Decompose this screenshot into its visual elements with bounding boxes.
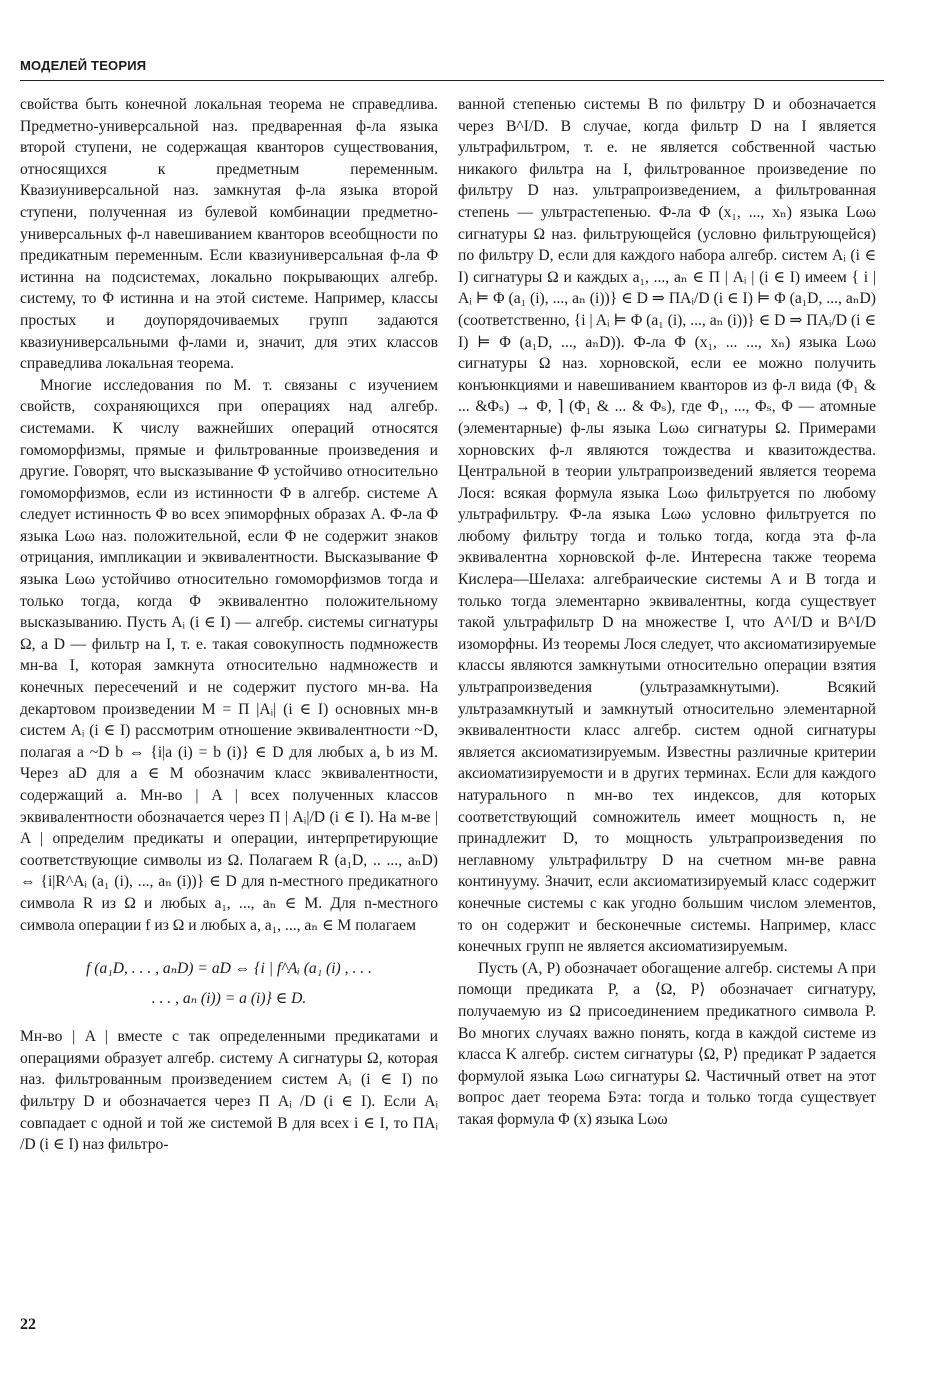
running-title: МОДЕЛЕЙ ТЕОРИЯ (20, 58, 147, 73)
header-divider (20, 80, 884, 81)
left-paragraph-2: Многие исследования по М. т. связаны с изучением свойств, сохраняющихся при операциях над алгебр. системами. К числу важнейших операций относятся гомоморфизмы, прямые и фильтрованные произведения и другие. Говорят, что высказывание Φ устойчиво относительно гомоморфизмов, если из истинности Φ в алгебр. системе A следует истинность Φ во всех эпиморфных образах A. Ф-ла Φ языка Lωω наз. положительной, если Φ не содержит знаков отрицания, импликации и эквивалентности. Высказывание Φ языка Lωω устойчиво относительно гомоморфизмов тогда и только тогда, когда Φ эквивалентно положительному высказыванию. Пусть Aᵢ (i ∈ I) — алгебр. системы сигнатуры Ω, а D — фильтр на I, т. е. такая совокупность подмножеств мн-ва I, которая замкнута относительно надмножеств и конечных пересечений и не содержит пустого мн-ва. На декартовом произведении M = Π |Aᵢ| (i ∈ I) основных мн-в систем Aᵢ (i ∈ I) рассмотрим отношение эквивалентности ~D, полагая a ~D b ⇔ {i|a (i) = b (i)} ∈ D для любых a, b из M. Через aD для a ∈ M обозначим класс эквивалентности, содержащий a. Мн-во | A | всех полученных классов эквивалентности обозначается через Π | Aᵢ|/D (i ∈ I). На м-ве | A | определим предикаты и операции, интерпретирующие соответствующие символы из Ω. Полагаем R (a₁D, .. ..., aₙD) ⇔ {i|R^Aᵢ (a₁ (i), ..., aₙ (i))} ∈ D для n-местного предикатного символа R из Ω и любых a₁, ..., aₙ ∈ M. Для n-местного символа операции f из Ω и любых a, a₁, ..., aₙ ∈ M полагаем (20, 376, 438, 934)
left-column (20, 94, 438, 1156)
left-paragraph-1: свойства быть конечной локальная теорема не справедлива. Предметно-универсальной наз. предваренная ф-ла языка второй ступени, не содержащая кванторов существования, относящихся к предметным переменным. Квазиуниверсальной наз. замкнутая ф-ла языка второй ступени, полученная из булевой комбинации предметно-универсальных ф-л навешиванием кванторов всеобщности по предикатным переменным. Если квазиуниверсальная ф-ла Φ истинна на подсистемах, локально покрывающих алгебр. систему, то Φ истинна и на этой системе. Например, классы простых и доупорядочиваемых групп задаются квазиуниверсальными ф-лами и, значит, для этих классов справедлива локальная теорема. (20, 96, 438, 373)
formula-line-1: f (a₁D, . . . , aₙD) = aD ⇔ {i | f^Aᵢ (a₁ (i) , . . . (86, 960, 372, 978)
page-number: 22 (20, 1316, 36, 1333)
left-paragraph-3: Мн-во | A | вместе с так определенными предикатами и операциями образует алгебр. систему A сигнатуры Ω, которая наз. фильтрованным произведением систем Aᵢ (i ∈ I) по фильтру D и обозначается через Π Aᵢ /D (i ∈ I). Если Aᵢ совпадает с одной и той же системой B для всех i ∈ I, то ΠAᵢ /D (i ∈ I) наз фильтро- (20, 1028, 438, 1154)
right-column (458, 94, 876, 1131)
right-paragraph-1: ванной степенью системы B по фильтру D и обозначается через B^I/D. В случае, когда фильтр D на I является ультрафильтром, т. е. не является собственной частью никакого фильтра на I, фильтрованное произведение по фильтру D наз. ультрапроизведением, а фильтрованная степень — ультрастепенью. Ф-ла Φ (x₁, ..., xₙ) языка Lωω сигнатуры Ω наз. фильтрующейся (условно фильтрующейся) по фильтру D, если для каждого набора алгебр. систем Aᵢ (i ∈ I) сигнатуры Ω и каждых a₁, ..., aₙ ∈ Π | Aᵢ | (i ∈ I) имеем { i | Aᵢ ⊨ Φ (a₁ (i), ..., aₙ (i))} ∈ D ⇒ ΠAᵢ/D (i ∈ I) ⊨ Φ (a₁D, ..., aₙD) (соответственно, {i | Aᵢ ⊨ Φ (a₁ (i), ..., aₙ (i))} ∈ D ⇒ ΠAᵢ/D (i ∈ I) ⊨ Φ (a₁D, ..., aₙD)). Ф-ла Φ (x₁, ... ..., xₙ) языка Lωω сигнатуры Ω наз. хорновской, если ее можно получить конъюнкциями и навешиванием кванторов из ф-л вида (Φ₁ & ... &Φₛ) → Φ, ⌉ (Φ₁ & ... & Φₛ), где Φ₁, ..., Φₛ, Φ — атомные (элементарные) ф-лы языка Lωω сигнатуры Ω. Примерами хорновских ф-л являются тождества и квазитождества. Центральной в теории ультрапроизведений является теорема Лося: всякая формула языка Lωω фильтруется по любому ультрафильтру. Ф-ла языка Lωω условно фильтруется по любому фильтру тогда и только тогда, когда эта ф-ла эквивалентна хорновской ф-ле. Интересна также теорема Кислера—Шелаха: алгебраические системы A и B тогда и только тогда элементарно эквивалентны, когда существует такой ультрафильтр D на множестве I, что A^I/D и B^I/D изоморфны. Из теоремы Лося следует, что аксиоматизируемые классы являются замкнутыми относительно операции взятия ультрапроизведения (ультразамкнутыми). Всякий ультразамкнутый и замкнутый относительно элементарной эквивалентности класс алгебр. систем одной сигнатуры является аксиоматизируемым. Известны различные критерии аксиоматизируемости и в других терминах. Если для каждого натурального n мн-во тех индексов, для которых соответствующий сомножитель имеет мощность n, не принадлежит D, то мощность ультрапроизведения по неглавному ультрафильтру D на счетном мн-ве равна континууму. Значит, если аксиоматизируемый класс содержит конечные системы с как угодно большим числом элементов, то он содержит и бесконечные системы. Например, класс конечных групп не является аксиоматизируемым. (458, 96, 876, 956)
formula-line-2: . . . , aₙ (i)) = a (i)} ∈ D. (151, 990, 307, 1008)
display-formula (20, 954, 438, 1014)
right-paragraph-2: Пусть (A, P) обозначает обогащение алгебр. системы A при помощи предиката P, а ⟨Ω, P⟩ обозначает сигнатуру, получаемую из Ω присоединением предикатного символа P. Во многих случаях важно понять, когда в каждой системе из класса K алгебр. систем сигнатуры ⟨Ω, P⟩ предикат P задается формулой языка Lωω сигнатуры Ω. Частичный ответ на этот вопрос дает теорема Бэта: тогда и только тогда существует такая формула Φ (x) языка Lωω (458, 959, 876, 1128)
